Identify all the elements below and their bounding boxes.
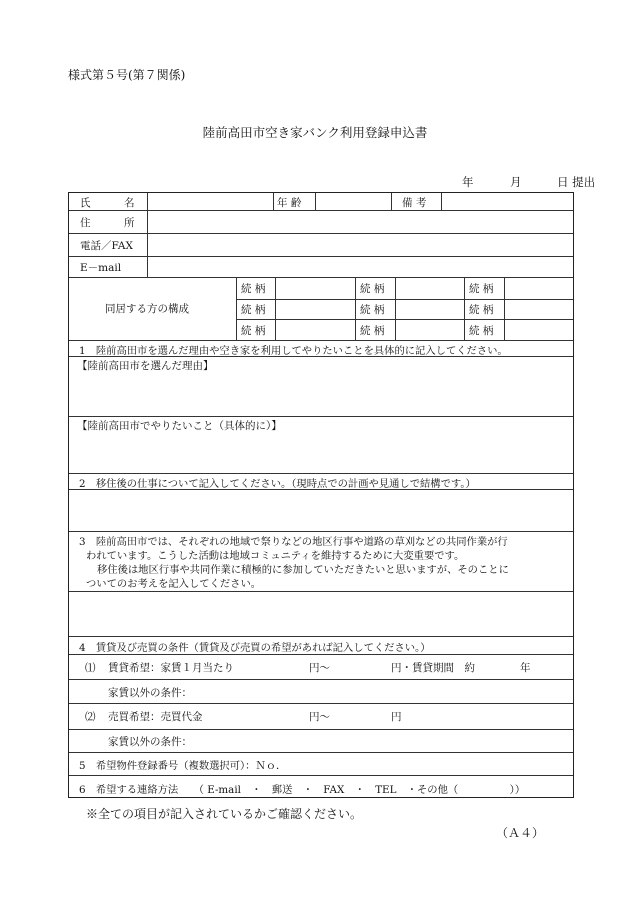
section-2-title: 2 移住後の仕事について記入してください。（現時点での計画や見通しで結構です。）: [79, 478, 476, 490]
remarks-label: 備 考: [402, 197, 427, 209]
rent-min-field[interactable]: [255, 656, 307, 676]
household-member-field[interactable]: [276, 278, 354, 298]
sale-yen-from: 円～: [309, 711, 330, 723]
rent-max-field[interactable]: [339, 656, 389, 676]
application-form-table: [68, 192, 574, 798]
rent-other-conditions-field[interactable]: [209, 681, 571, 701]
reason-field[interactable]: [71, 373, 571, 415]
address-label-char-2: 所: [124, 217, 135, 229]
household-member-field[interactable]: [396, 320, 463, 339]
work-plan-field[interactable]: [71, 491, 571, 529]
section-6-contact-methods: 6 希望する連絡方法 （ E-mail ・ 郵送 ・ FAX ・ TEL ・その他（ ））: [79, 784, 526, 796]
sale-item-number: ⑵: [85, 711, 96, 723]
sale-min-field[interactable]: [255, 705, 307, 727]
section-3-text-line: われています。こうした活動は地域コミュニティを維持するために大変重要です。: [86, 550, 465, 562]
sale-other-conditions-field[interactable]: [209, 731, 571, 751]
age-label: 年 齢: [277, 197, 302, 209]
age-field[interactable]: [316, 194, 390, 209]
form-number: 様式第５号(第７関係): [68, 68, 186, 82]
phone-fax-field[interactable]: [148, 234, 572, 255]
household-member-field[interactable]: [276, 320, 354, 339]
date-month-label: 月: [510, 175, 522, 189]
rent-year-label: 年: [520, 662, 531, 674]
section-3-text-line: ついてのお考えを記入してください。: [86, 578, 262, 590]
household-member-field[interactable]: [396, 278, 463, 298]
address-label-char-1: 住: [80, 217, 91, 229]
relation-label: 続 柄: [241, 325, 266, 337]
sale-max-field[interactable]: [339, 705, 389, 727]
sale-yen-label: 円: [391, 711, 402, 723]
name-field[interactable]: [148, 194, 272, 209]
relation-label: 続 柄: [469, 325, 494, 337]
address-field[interactable]: [148, 211, 572, 232]
footer-note: ※全ての項目が記入されているかご確認ください。: [86, 807, 363, 821]
rent-period-field[interactable]: [494, 656, 518, 676]
household-member-field[interactable]: [396, 300, 463, 318]
email-label: E－mail: [80, 262, 122, 274]
phone-fax-label: 電話／FAX: [80, 240, 133, 252]
relation-label: 続 柄: [360, 283, 385, 295]
sale-other-conditions-label: 家賃以外の条件：: [108, 736, 192, 748]
relation-label: 続 柄: [241, 304, 266, 316]
date-year-label: 年: [462, 175, 474, 189]
plan-field[interactable]: [71, 433, 571, 471]
section-4-title: 4 賃貸及び売買の条件（賃貸及び売買の希望があれば記入してください。）: [79, 642, 431, 654]
property-number-field[interactable]: [319, 754, 571, 774]
name-label-char-2: 名: [124, 197, 135, 209]
household-member-field[interactable]: [505, 300, 572, 318]
household-member-field[interactable]: [505, 320, 572, 339]
remarks-field[interactable]: [442, 194, 572, 209]
community-opinion-field[interactable]: [71, 593, 571, 634]
section-3-text-line: 移住後は地区行事や共同作業に積極的に参加していただきたいと思いますが、そのことに: [97, 564, 509, 576]
relation-label: 続 柄: [469, 304, 494, 316]
rent-item-number: ⑴: [85, 662, 96, 674]
document-title: 陸前高田市空き家バンク利用登録申込書: [202, 125, 428, 140]
household-member-field[interactable]: [276, 300, 354, 318]
email-field[interactable]: [148, 257, 572, 276]
household-member-field[interactable]: [505, 278, 572, 298]
sale-wish-label: 売買希望：売買代金: [108, 711, 203, 723]
rent-yen-period-label: 円・賃貸期間 約: [391, 662, 475, 674]
section-1-title: 1 陸前高田市を選んだ理由や空き家を利用してやりたいことを具体的に記入してください。: [79, 345, 508, 357]
rent-yen-from: 円～: [309, 662, 330, 674]
relation-label: 続 柄: [469, 283, 494, 295]
paper-size-label: （Ａ４）: [496, 826, 545, 840]
name-label-char-1: 氏: [80, 197, 91, 209]
household-label: 同居する方の構成: [105, 303, 189, 315]
section-5-title: 5 希望物件登録番号（複数選択可）：Ｎｏ．: [79, 760, 287, 772]
plan-label: 【陸前高田市でやりたいこと（具体的に）】: [77, 420, 282, 432]
relation-label: 続 柄: [360, 325, 385, 337]
rent-wish-label: 賃貸希望：家賃１月当たり: [108, 662, 234, 674]
relation-label: 続 柄: [360, 304, 385, 316]
relation-label: 続 柄: [241, 283, 266, 295]
rent-other-conditions-label: 家賃以外の条件：: [108, 687, 192, 699]
date-day-submit-label: 日 提出: [557, 175, 596, 189]
section-3-text-line: 3 陸前高田市では、それぞれの地域で祭りなどの地区行事や道路の草刈などの共同作業が行: [79, 536, 508, 548]
reason-label: 【陸前高田市を選んだ理由】: [77, 360, 214, 372]
